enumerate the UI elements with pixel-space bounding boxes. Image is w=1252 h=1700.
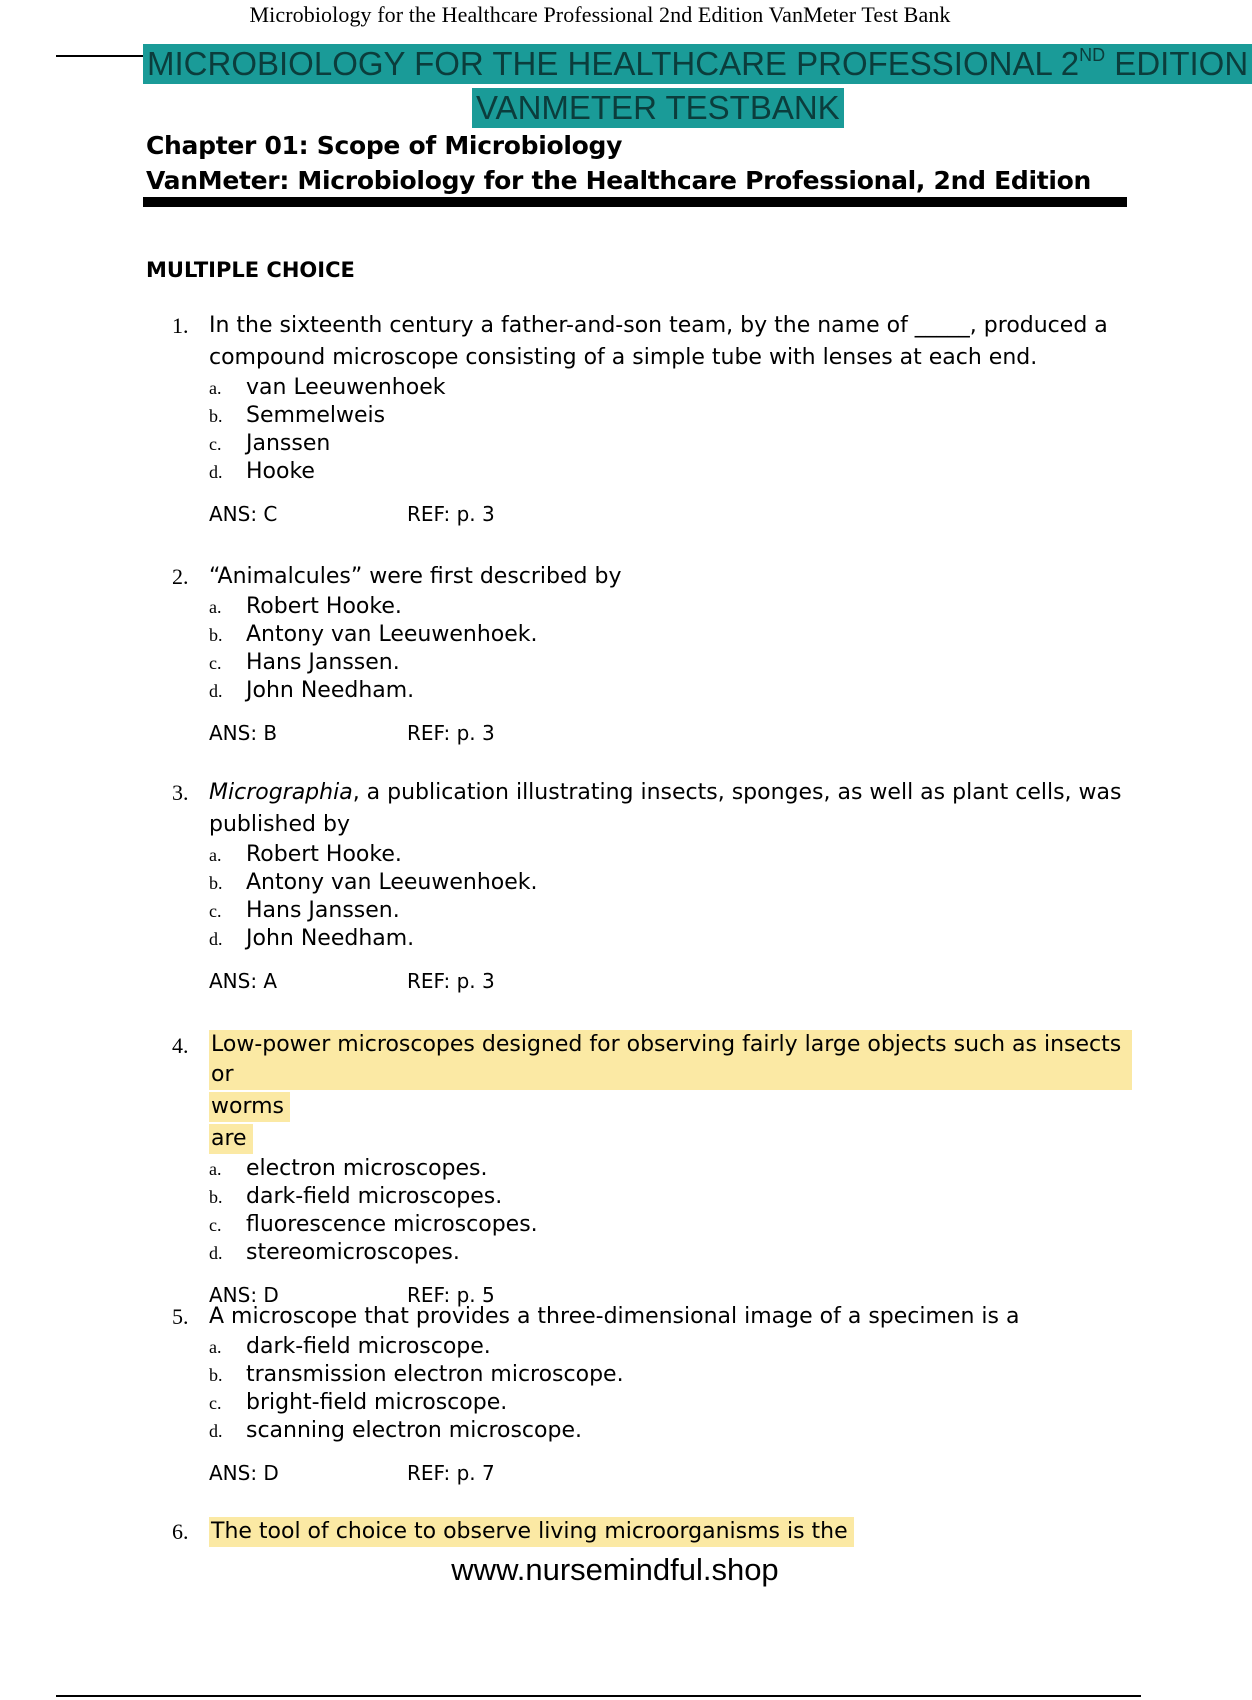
- highlight-line: are: [209, 1124, 253, 1154]
- reference: REF: p. 3: [407, 969, 495, 993]
- option: [209, 1239, 1132, 1267]
- option: [209, 402, 1132, 430]
- option-text: Antony van Leeuwenhoek.: [246, 622, 538, 647]
- option: [209, 677, 1132, 705]
- option-letter: d.: [209, 681, 223, 701]
- publication-title: Micrographia: [209, 780, 353, 805]
- banner-superscript: ND: [1079, 45, 1106, 65]
- option-text: Antony van Leeuwenhoek.: [246, 870, 538, 895]
- highlight-line: worms: [209, 1092, 290, 1122]
- option: [209, 869, 1132, 897]
- option-text: bright-field microscope.: [246, 1390, 508, 1415]
- answer: ANS: B: [209, 721, 278, 745]
- option-text: dark-field microscopes.: [246, 1184, 503, 1209]
- option-letter: c.: [209, 653, 222, 673]
- question-stem: [209, 777, 1132, 841]
- option-letter: b.: [209, 625, 223, 645]
- option: [209, 1417, 1132, 1445]
- question-1: [172, 310, 1132, 526]
- option-text: Hans Janssen.: [246, 898, 400, 923]
- option-text: Hooke: [246, 459, 315, 484]
- title-divider: [143, 197, 1127, 207]
- reference: REF: p. 5: [407, 1283, 495, 1307]
- question-stem-highlighted: [209, 1516, 1132, 1548]
- question-stem-highlighted: [209, 1030, 1132, 1155]
- option-letter: b.: [209, 406, 223, 426]
- question-stem: “Animalcules” were first described by: [209, 564, 622, 589]
- chapter-title: Chapter 01: Scope of Microbiology: [146, 131, 623, 160]
- question-stem: A microscope that provides a three-dimensional image of a specimen is a: [209, 1304, 1020, 1329]
- option: [209, 374, 1132, 402]
- option-letter: d.: [209, 462, 223, 482]
- bottom-rule: [56, 1695, 1141, 1697]
- option-text: electron microscopes.: [246, 1156, 488, 1181]
- option-text: scanning electron microscope.: [246, 1418, 582, 1443]
- answer-row: [209, 502, 1132, 526]
- option-letter: d.: [209, 1421, 223, 1441]
- answer: ANS: D: [209, 1283, 279, 1307]
- option-text: Hans Janssen.: [246, 650, 400, 675]
- options-list: [209, 374, 1132, 486]
- highlight-line: The tool of choice to observe living microorganisms is the: [209, 1517, 854, 1547]
- option-letter: d.: [209, 1243, 223, 1263]
- options-list: [209, 1333, 1132, 1445]
- option-letter: a.: [209, 597, 222, 617]
- option-text: Semmelweis: [246, 403, 386, 428]
- question-5: [172, 1301, 1132, 1485]
- option-text: stereomicroscopes.: [246, 1240, 460, 1265]
- question-4: [172, 1030, 1132, 1307]
- book-title: VanMeter: Microbiology for the Healthcare Professional, 2nd Edition: [146, 166, 1092, 195]
- answer-row: [209, 969, 1132, 993]
- option: [209, 649, 1132, 677]
- option-text: John Needham.: [246, 678, 415, 703]
- question-number: 4.: [172, 1033, 189, 1058]
- header-rule-left: [56, 55, 146, 57]
- answer: ANS: D: [209, 1461, 279, 1485]
- question-2: [172, 561, 1132, 745]
- banner-title-line2: VANMETER TESTBANK: [472, 88, 844, 128]
- option: [209, 897, 1132, 925]
- option: [209, 621, 1132, 649]
- option-text: dark-field microscope.: [246, 1334, 491, 1359]
- option: [209, 1183, 1132, 1211]
- question-number: 3.: [172, 780, 189, 805]
- option-letter: b.: [209, 1187, 223, 1207]
- option-letter: a.: [209, 845, 222, 865]
- option: [209, 841, 1132, 869]
- option-text: fluorescence microscopes.: [246, 1212, 538, 1237]
- option: [209, 458, 1132, 486]
- question-number: 1.: [172, 313, 189, 338]
- option-letter: c.: [209, 434, 222, 454]
- option: [209, 1389, 1132, 1417]
- question-3: [172, 777, 1132, 993]
- option: [209, 1333, 1132, 1361]
- banner-line1-text: MICROBIOLOGY FOR THE HEALTHCARE PROFESSIONAL 2: [147, 45, 1080, 82]
- option: [209, 1155, 1132, 1183]
- question-stem: In the sixteenth century a father-and-son team, by the name of _____, produced a compound microscope consisting of a simple tube with lenses at each end.: [209, 313, 1108, 370]
- option-text: van Leeuwenhoek: [246, 375, 446, 400]
- footer-url: www.nursemindful.shop: [451, 1552, 779, 1587]
- highlight-line: Low-power microscopes designed for observing fairly large objects such as insects or: [209, 1030, 1132, 1090]
- question-number: 5.: [172, 1304, 189, 1329]
- answer-row: [209, 1461, 1132, 1485]
- option-text: transmission electron microscope.: [246, 1362, 624, 1387]
- option-text: Robert Hooke.: [246, 594, 402, 619]
- option-letter: b.: [209, 873, 223, 893]
- option-letter: c.: [209, 1215, 222, 1235]
- option: [209, 430, 1132, 458]
- section-title: MULTIPLE CHOICE: [146, 258, 355, 282]
- question-number: 2.: [172, 564, 189, 589]
- options-list: [209, 593, 1132, 705]
- option-letter: a.: [209, 378, 222, 398]
- option-text: Robert Hooke.: [246, 842, 402, 867]
- running-header: Microbiology for the Healthcare Professional 2nd Edition VanMeter Test Bank: [249, 2, 951, 27]
- option-letter: c.: [209, 901, 222, 921]
- option-letter: c.: [209, 1393, 222, 1413]
- option-letter: d.: [209, 929, 223, 949]
- reference: REF: p. 3: [407, 502, 495, 526]
- banner-line1-suffix: EDITION: [1105, 45, 1249, 82]
- options-list: [209, 1155, 1132, 1267]
- option-text: Janssen: [246, 431, 331, 456]
- reference: REF: p. 3: [407, 721, 495, 745]
- reference: REF: p. 7: [407, 1461, 495, 1485]
- option-letter: a.: [209, 1337, 222, 1357]
- option-letter: a.: [209, 1159, 222, 1179]
- option: [209, 1361, 1132, 1389]
- banner-title-line1: [143, 44, 1252, 84]
- question-number: 6.: [172, 1519, 189, 1544]
- answer: ANS: A: [209, 969, 278, 993]
- question-stem-text: , a publication illustrating insects, sponges, as well as plant cells, was published by: [209, 780, 1122, 837]
- option: [209, 593, 1132, 621]
- options-list: [209, 841, 1132, 953]
- option-text: John Needham.: [246, 926, 415, 951]
- option: [209, 1211, 1132, 1239]
- option-letter: b.: [209, 1365, 223, 1385]
- option: [209, 925, 1132, 953]
- question-6: [172, 1516, 1132, 1548]
- answer: ANS: C: [209, 502, 278, 526]
- answer-row: [209, 721, 1132, 745]
